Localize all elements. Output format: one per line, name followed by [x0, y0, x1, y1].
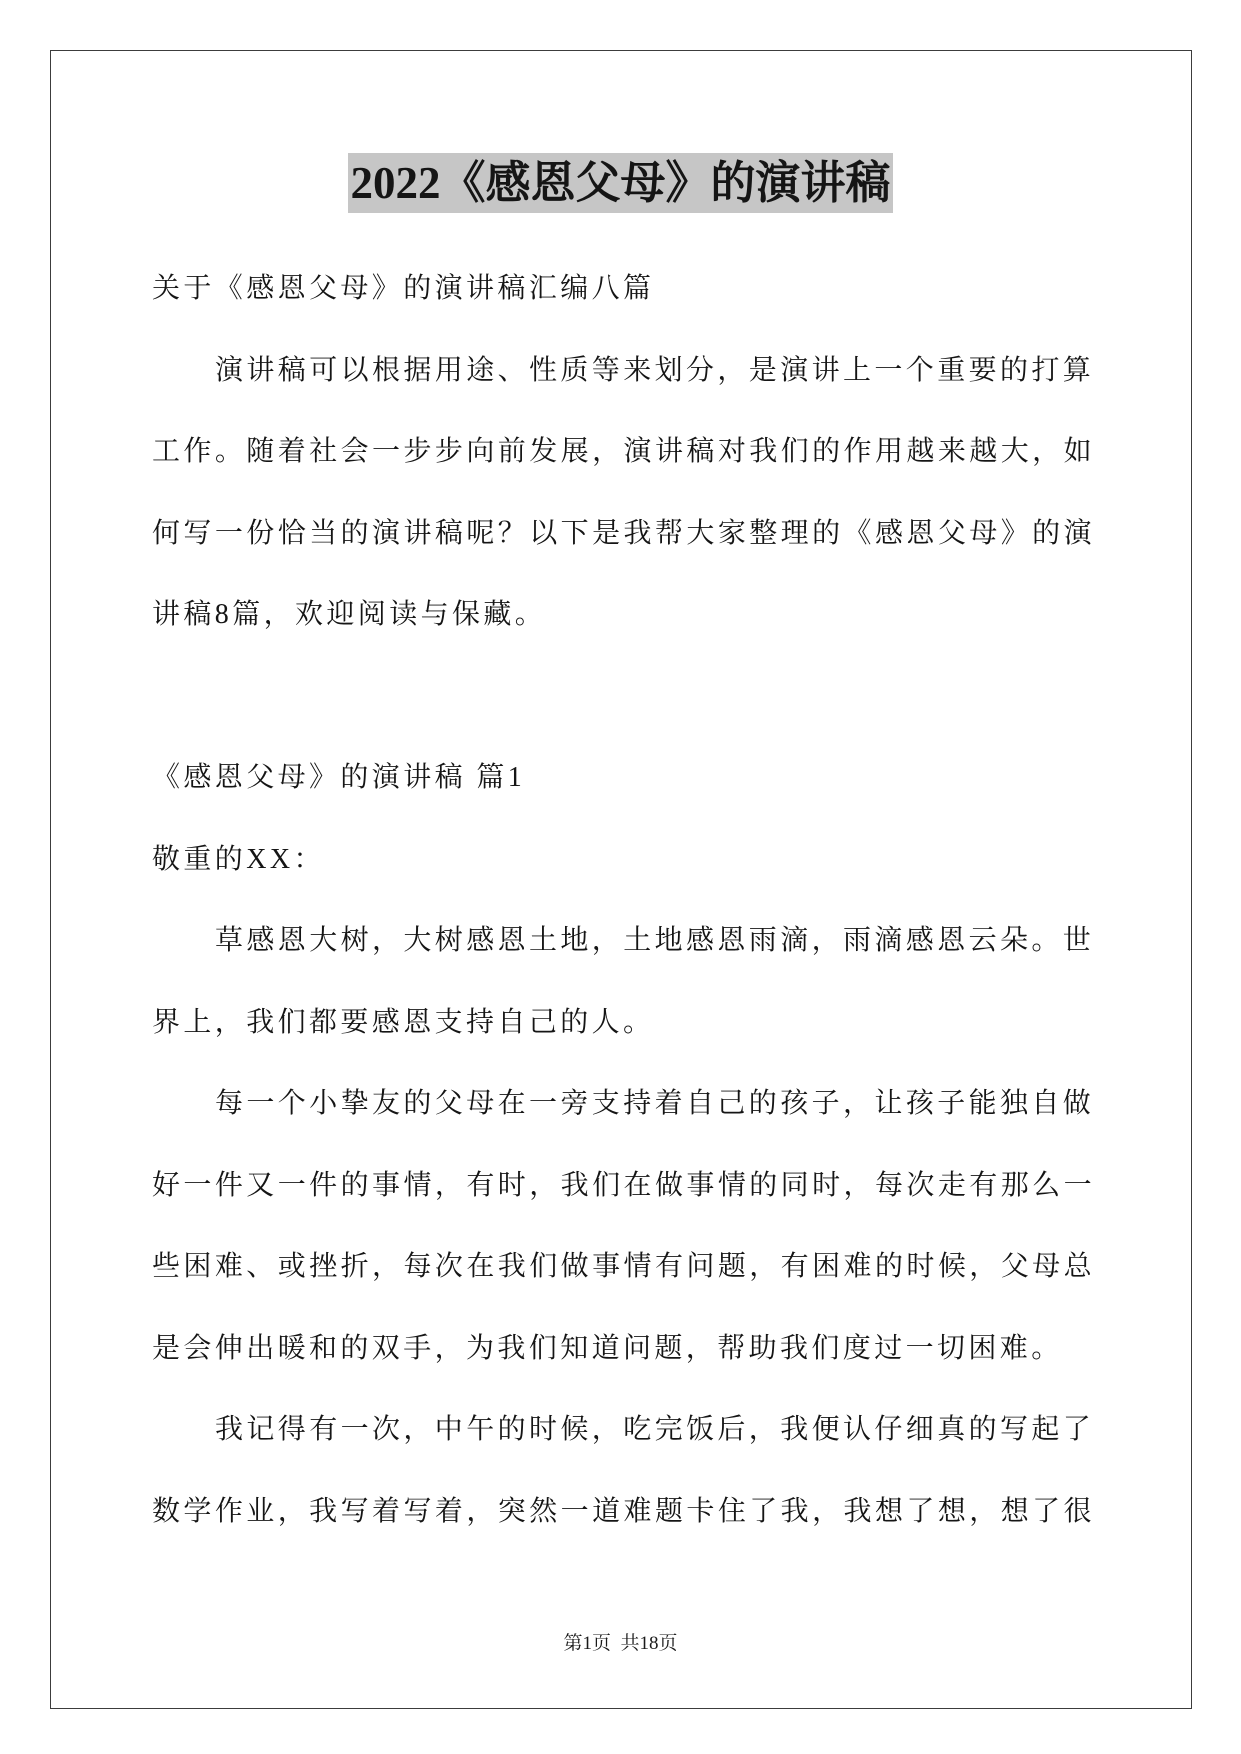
paragraph-line: 我记得有一次，中午的时候，吃完饭后，我便认仔细真的写起了	[215, 1414, 1095, 1445]
document-subtitle: 关于《感恩父母》的演讲稿汇编八篇	[152, 273, 655, 304]
paragraph-line: 草感恩大树，大树感恩土地，土地感恩雨滴，雨滴感恩云朵。世	[215, 925, 1095, 956]
paragraph-line: 演讲稿可以根据用途、性质等来划分，是演讲上一个重要的打算	[215, 354, 1095, 386]
title-container	[0, 153, 1241, 213]
document-body	[152, 248, 1095, 1552]
section-heading: 《感恩父母》的演讲稿 篇1	[152, 762, 526, 793]
body-paragraph	[152, 900, 1095, 1063]
paragraph-line: 些困难、或挫折，每次在我们做事情有问题，有困难的时候，父母总	[152, 1251, 1095, 1282]
paragraph-line: 界上，我们都要感恩支持自己的人。	[152, 1006, 655, 1038]
paragraph-line: 是会伸出暖和的双手，为我们知道问题，帮助我们度过一切困难。	[152, 1332, 1063, 1364]
paragraph-line: 工作。随着社会一步步向前发展，演讲稿对我们的作用越来越大，如	[152, 436, 1095, 467]
paragraph-line: 何写一份恰当的演讲稿呢？以下是我帮大家整理的《感恩父母》的演	[152, 517, 1095, 549]
blank-line	[152, 656, 1095, 738]
paragraph-line: 好一件又一件的事情，有时，我们在做事情的同时，每次走有那么一	[152, 1169, 1095, 1201]
intro-paragraph	[152, 330, 1095, 656]
salutation: 敬重的XX：	[152, 843, 325, 875]
page-footer: 第1页 共18页	[563, 1633, 678, 1654]
paragraph-line: 讲稿8篇，欢迎阅读与保藏。	[152, 599, 547, 630]
body-paragraph	[152, 1389, 1095, 1552]
body-paragraph	[152, 1063, 1095, 1389]
paragraph-line: 数学作业，我写着写着，突然一道难题卡住了我，我想了想，想了很	[152, 1495, 1095, 1527]
document-title: 2022《感恩父母》的演讲稿	[348, 153, 892, 213]
paragraph-line: 每一个小挚友的父母在一旁支持着自己的孩子，让孩子能独自做	[215, 1088, 1095, 1119]
